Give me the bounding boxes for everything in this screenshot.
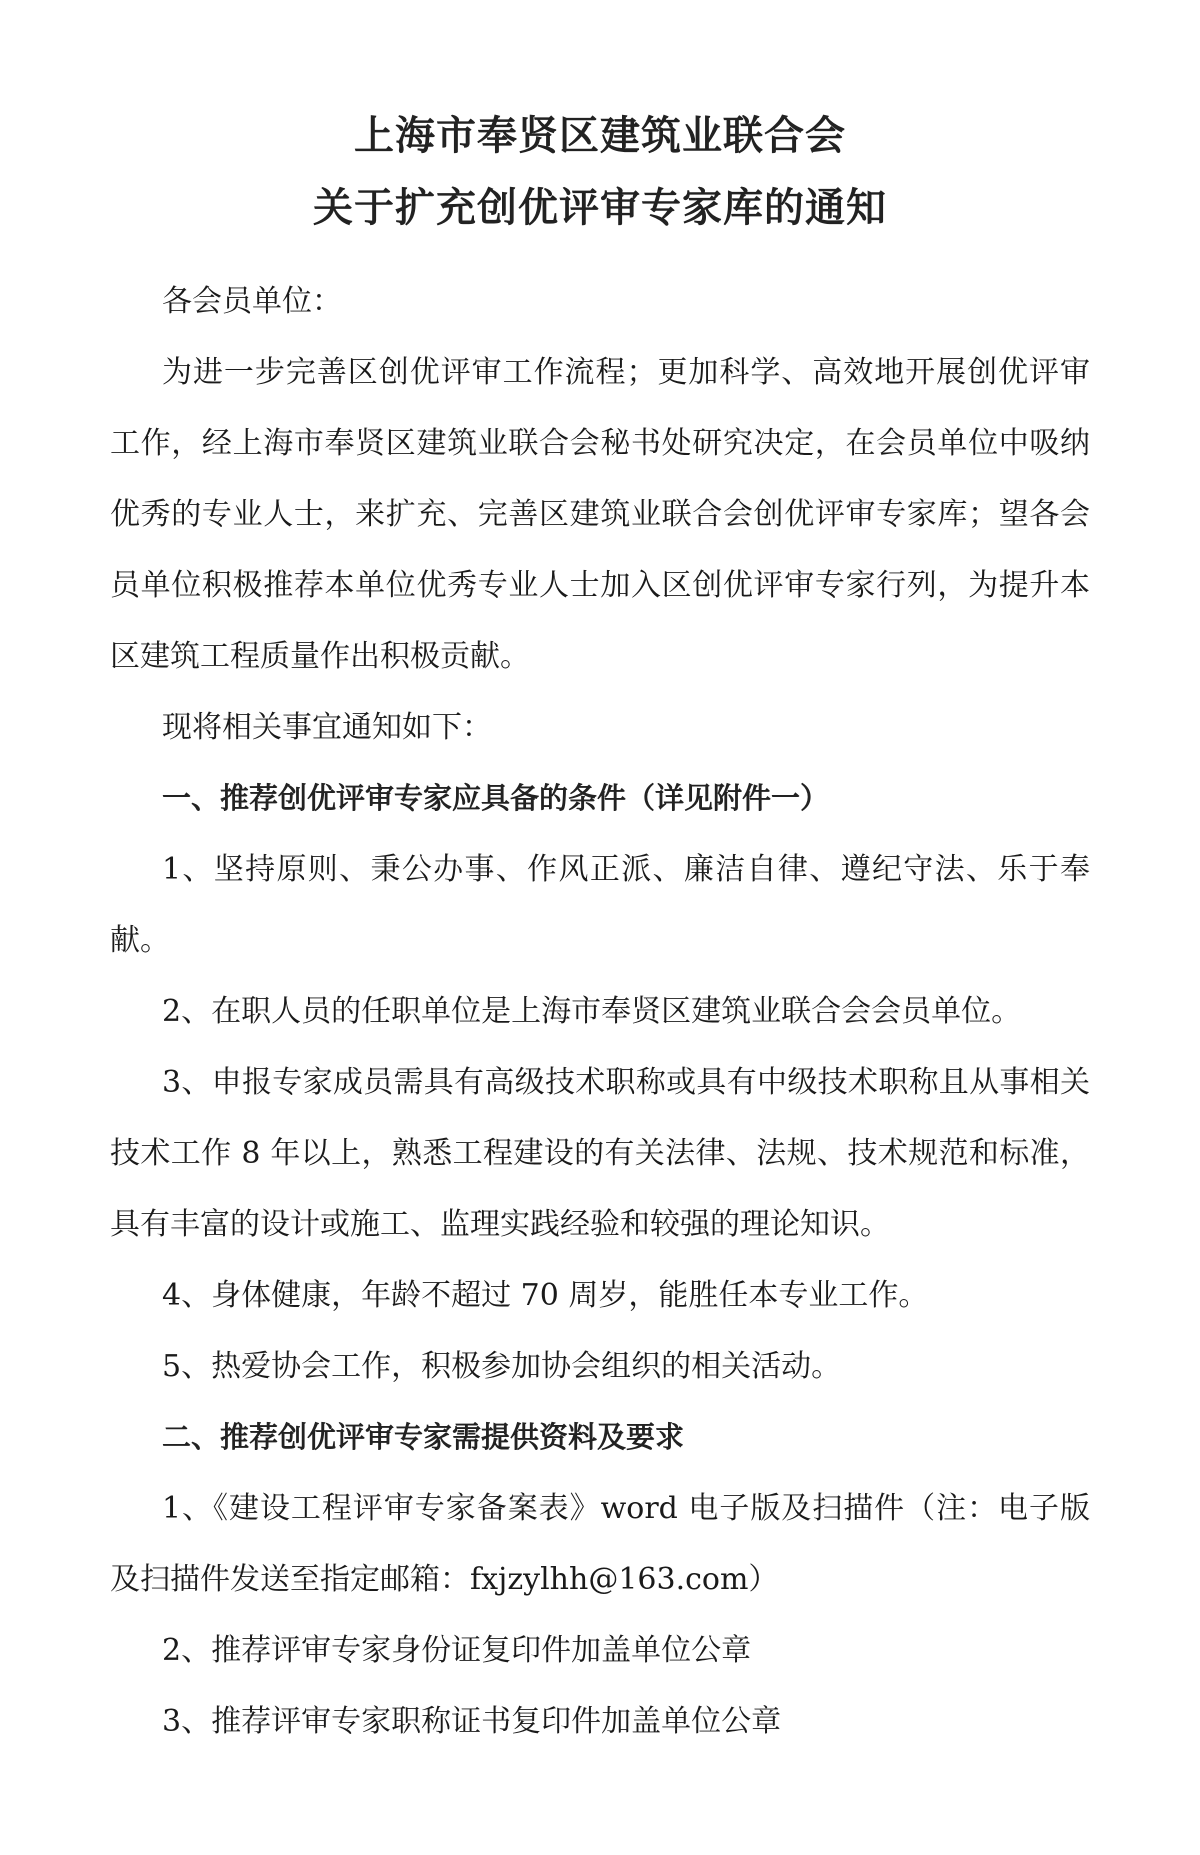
title-line-2: 关于扩充创优评审专家库的通知	[313, 185, 887, 231]
notice-line: 现将相关事宜通知如下：	[162, 710, 492, 745]
section-2-item-2: 2、推荐评审专家身份证复印件加盖单位公章	[162, 1633, 752, 1668]
section-1-heading: 一、推荐创优评审专家应具备的条件（详见附件一）	[162, 781, 830, 815]
intro-paragraph: 为进一步完善区创优评审工作流程；更加科学、高效地开展创优评审工作，经上海市奉贤区建筑业联合会秘书处研究决定，在会员单位中吸纳优秀的专业人士，来扩充、完善区建筑业联合会创优评审专家库；望各会员单位积极推荐本单位优秀专业人士加入区创优评审专家行列，为提升本区建筑工程质量作出积极贡献。	[110, 355, 1090, 674]
section-1-item-2: 2、在职人员的任职单位是上海市奉贤区建筑业联合会会员单位。	[162, 994, 1022, 1029]
section-1-item-3: 3、申报专家成员需具有高级技术职称或具有中级技术职称且从事相关技术工作 8 年以上，熟悉工程建设的有关法律、法规、技术规范和标准，具有丰富的设计或施工、监理实践经验和较强的理论知识。	[110, 1065, 1090, 1242]
section-1-item-5: 5、热爱协会工作，积极参加协会组织的相关活动。	[162, 1349, 842, 1384]
title-line-1: 上海市奉贤区建筑业联合会	[354, 113, 846, 159]
salutation: 各会员单位：	[162, 284, 342, 319]
section-1-item-4: 4、身体健康，年龄不超过 70 周岁，能胜任本专业工作。	[162, 1278, 929, 1313]
section-1-item-1: 1、坚持原则、秉公办事、作风正派、廉洁自律、遵纪守法、乐于奉献。	[110, 852, 1090, 958]
section-2-item-3: 3、推荐评审专家职称证书复印件加盖单位公章	[162, 1704, 782, 1739]
section-2-item-1: 1、《建设工程评审专家备案表》word 电子版及扫描件（注：电子版及扫描件发送至指定邮箱：fxjzylhh@163.com）	[110, 1491, 1090, 1597]
title-block	[110, 100, 1090, 244]
section-2-heading: 二、推荐创优评审专家需提供资料及要求	[162, 1420, 685, 1454]
